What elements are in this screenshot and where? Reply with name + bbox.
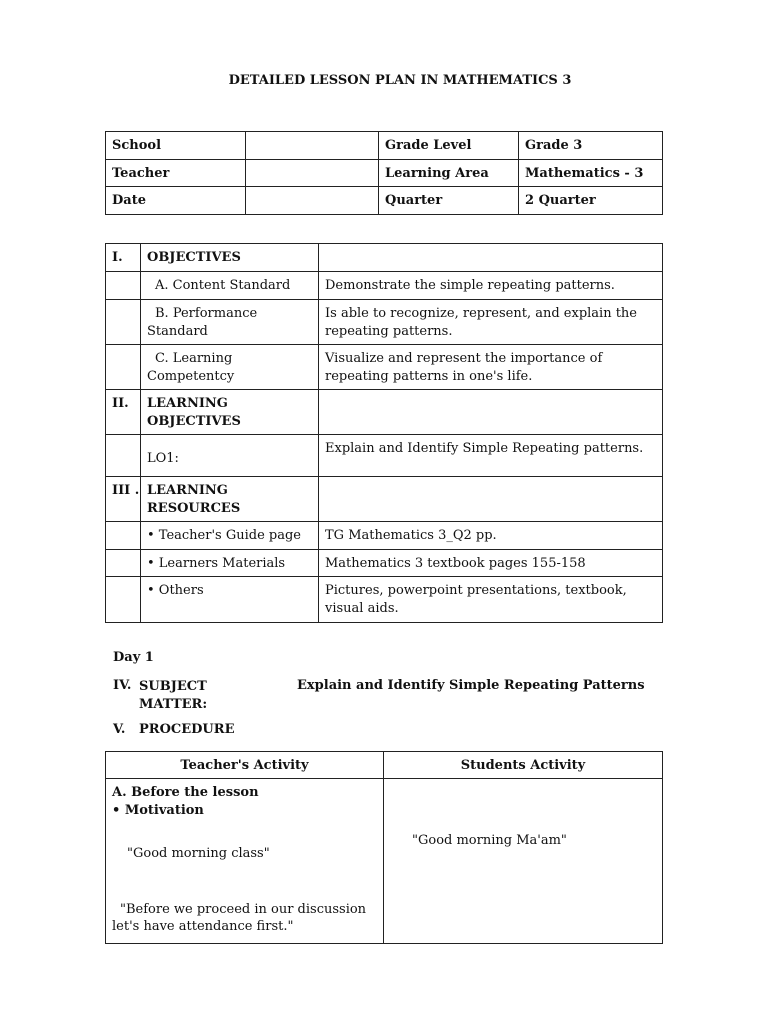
objectives-desc [319,244,663,272]
lo1-label: LO1: [141,435,319,477]
teacher-greeting: "Good morning class" [127,846,270,861]
quarter-label: Quarter [379,187,519,215]
teacher-value [246,160,379,187]
section-number: I. [106,244,141,272]
content-standard-desc: Demonstrate the simple repeating patterns. [319,272,663,300]
performance-standard-label [141,300,319,345]
objectives-heading: OBJECTIVES [141,244,319,272]
teachers-guide-desc: TG Mathematics 3_Q2 pp. [319,522,663,550]
subject-label [139,678,207,713]
procedure-heading: PROCEDURE [139,722,235,737]
objectives-table [105,243,663,623]
learning-resources-heading: LEARNING RESOURCES [141,477,319,522]
others-label: • Others [141,577,319,623]
teacher-attendance-line: "Before we proceed in our discussion let's have attendance first." [112,901,367,934]
date-value [246,187,379,215]
learning-competency-text: C. Learning Competentcy [147,351,235,384]
teacher-activity-header: Teacher's Activity [106,752,384,779]
teachers-guide-label: • Teacher's Guide page [141,522,319,550]
lo1-desc: Explain and Identify Simple Repeating patterns. [319,435,663,477]
date-label: Date [106,187,246,215]
teacher-label: Teacher [106,160,246,187]
info-table [105,131,663,215]
students-activity-cell [384,779,663,944]
performance-standard-text: B. Performance Standard [147,306,258,339]
student-greeting: "Good morning Ma'am" [412,833,567,848]
learning-resources-desc [319,477,663,522]
school-value [246,132,379,160]
motivation-heading: • Motivation [112,802,204,818]
subject-label-line2: MATTER: [139,696,208,712]
activity-table [105,751,663,944]
teacher-activity-cell [106,779,384,944]
learning-competency-desc: Visualize and represent the importance of repeating patterns in one's life. [319,345,663,390]
others-desc: Pictures, powerpoint presentations, textbook, visual aids. [319,577,663,623]
learning-area-value: Mathematics - 3 [519,160,663,187]
students-activity-header: Students Activity [384,752,663,779]
learning-objectives-desc [319,390,663,435]
content-standard-label: A. Content Standard [141,272,319,300]
subject-label-line1: SUBJECT [139,679,207,694]
learners-materials-label: • Learners Materials [141,550,319,577]
day-label: Day 1 [113,650,154,665]
learning-objectives-heading: LEARNING OBJECTIVES [141,390,319,435]
section-number: II. [106,390,141,435]
grade-level-value: Grade 3 [519,132,663,160]
subject-matter-value: Explain and Identify Simple Repeating Patterns [297,678,645,693]
school-label: School [106,132,246,160]
learners-materials-desc: Mathematics 3 textbook pages 155-158 [319,550,663,577]
learning-area-label: Learning Area [379,160,519,187]
performance-standard-desc: Is able to recognize, represent, and explain the repeating patterns. [319,300,663,345]
subject-number: IV. [113,678,132,693]
page-title: DETAILED LESSON PLAN IN MATHEMATICS 3 [228,73,572,88]
section-number: III . [106,477,141,522]
procedure-number: V. [113,722,126,737]
grade-level-label: Grade Level [379,132,519,160]
learning-competency-label [141,345,319,390]
before-lesson-heading: A. Before the lesson [112,785,259,800]
quarter-value: 2 Quarter [519,187,663,215]
